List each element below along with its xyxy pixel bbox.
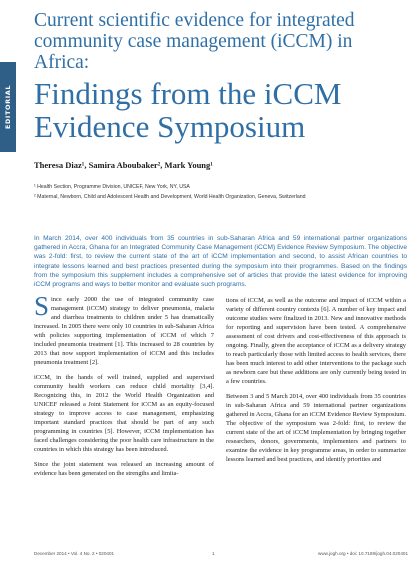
affiliation-2: ² Maternal, Newborn, Child and Adolescent Health and Development, World Health Organization, Geneva, Switzerland [34,194,306,200]
body-paragraph: Between 3 and 5 March 2014, over 400 individuals from 35 countries in sub-Saharan Africa and 59 international partner organizations gathered in Accra, Ghana for an iCCM Evidence Review Symposium. The objective of the symposium was 2-fold: first, to review the current state of the art of iCCM implementation by bringing together researchers, donors, governments, implementers and partners to examine the evidence in key programme areas, in order to summarize lessons learned and best practices, and identify priorities and [226,393,406,463]
footer-issue: December 2014 • Vol. 4 No. 2 • 020401 [34,551,115,556]
author-list: Theresa Diaz¹, Samira Aboubaker², Mark Young¹ [34,160,213,170]
affiliation-1: ¹ Health Section, Programme Division, UNICEF, New York, NY, USA [34,184,190,190]
section-tab [0,62,16,152]
body-paragraph: iCCM, in the hands of well trained, supplied and supervised community health workers can reduce child mortality [3,4]. Recognizing this, in 2012 the World Health Organization and UNICEF released a Joint Statement for iCCM as an equity-focused strategy to improve access to case management, emphasizing important standard practices that should be part of any such programming in countries [5]. However, iCCM implementation has faced challenges considering the poor health care infrastructure in the countries in which this strategy has been introduced. [34,374,214,453]
body-paragraph: Since the joint statement was released an increasing amount of evidence has been generated on the strengths and limita- [34,461,214,477]
article-title-line2: Findings from the iCCM Evidence Symposium [34,76,342,144]
paragraph-text: ince early 2000 the use of integrated community case management (iCCM) strategy to deliver pneumonia, malaria and diarrhea treatments to children under 5 has dramatically increased. In 2005 there were only 10 countries in sub-Saharan Africa with policies supporting implementation of iCCM of which 7 included pneumonia treatment [1]. This increased to 28 countries by 2013 that now support implementation of iCCM and this includes pneumonia treatment [2]. [34,296,214,366]
body-column-right [226,296,406,470]
article-title-line1: Current scientific evidence for integrated community case management (iCCM) in Africa: [34,10,355,73]
footer-links[interactable]: www.jogh.org • doi: 10.7189/jogh.04.020401 [318,551,408,556]
page-number: 1 [212,551,215,556]
drop-cap: S [34,291,50,321]
body-paragraph [34,291,214,367]
section-tab-label: EDITORIAL [4,84,12,130]
body-column-left [34,291,214,484]
body-paragraph: tions of iCCM, as well as the outcome and impact of iCCM within a variety of different country contexts [6]. A number of key impact and outcome studies were finalized in 2013. New and innovative methods for reporting and supervision have been tested. A comprehensive assessment of cost drivers and cost-effectiveness of this approach is ongoing. Finally, given the acceptance of iCCM as a delivery strategy to reach particularly those with limited access to health services, there has been much interest to add other interventions to the package such as newborn care but these additions are only currently being tested in a few countries. [226,297,406,385]
abstract: In March 2014, over 400 individuals from 35 countries in sub-Saharan Africa and 59 international partner organizations gathered in Accra, Ghana for an Integrated Community Case Management (iCCM) Evidence Review Symposium. The objective was 2-fold: first, to review the current state of the art of iCCM implementation and second, to assist African countries to integrate lessons learned and best practices presented during the symposium into their programmes. Based on the findings from the symposium this supplement includes a comprehensive set of articles that provide the latest evidence for improving iCCM programs and ways to better monitor and evaluate such programs. [34,235,407,289]
